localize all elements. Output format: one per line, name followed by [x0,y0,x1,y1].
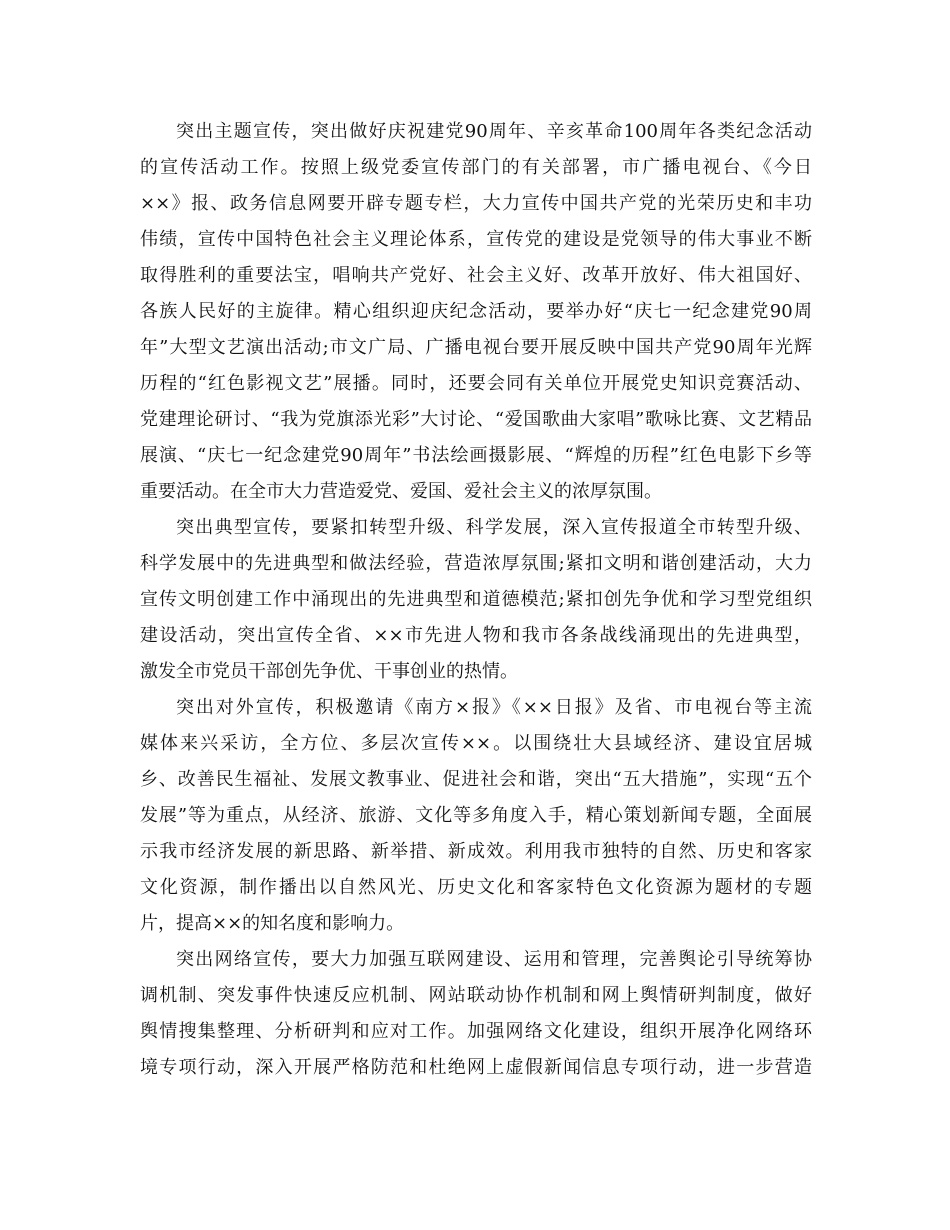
paragraph-line: 的宣传活动工作。按照上级党委宣传部门的有关部署，市广播电视台、《今日 [140,157,812,178]
paragraph-line: 历程的“红色影视文艺”展播。同时，还要会同有关单位开展党史知识竞赛活动、 [140,373,812,394]
paragraph-line: 建设活动，突出宣传全省、××市先进人物和我市各条战线涌现出的先进典型， [140,625,812,646]
paragraph-line: 境专项行动，深入开展严格防范和杜绝网上虚假新闻信息专项行动，进一步营造 [140,1057,812,1078]
paragraph-line: ××》报、政务信息网要开辟专题专栏，大力宣传中国共产党的光荣历史和丰功 [140,193,812,214]
paragraph-line: 示我市经济发展的新思路、新举措、新成效。利用我市独特的自然、历史和客家 [140,841,812,862]
paragraph-line: 党建理论研讨、“我为党旗添光彩”大讨论、“爱国歌曲大家唱”歌咏比赛、文艺精品 [140,409,812,430]
paragraph-line: 突出主题宣传，突出做好庆祝建党90周年、辛亥革命100周年各类纪念活动 [176,121,812,142]
paragraph-network-publicity [140,942,812,1086]
paragraph-line: 乡、改善民生福祉、发展文教事业、促进社会和谐，突出“五大措施”，实现“五个 [140,769,812,790]
paragraph-typical-publicity [140,510,812,690]
paragraph-line: 调机制、突发事件快速反应机制、网站联动协作机制和网上舆情研判制度，做好 [140,985,812,1006]
paragraph-line: 突出对外宣传，积极邀请《南方×报》《××日报》及省、市电视台等主流 [176,697,812,718]
paragraph-line: 各族人民好的主旋律。精心组织迎庆纪念活动，要举办好“庆七一纪念建党90周 [140,301,812,322]
paragraph-line: 取得胜利的重要法宝，唱响共产党好、社会主义好、改革开放好、伟大祖国好、 [140,265,812,286]
paragraph-line: 重要活动。在全市大力营造爱党、爱国、爱社会主义的浓厚氛围。 [140,481,662,502]
paragraph-line: 文化资源，制作播出以自然风光、历史文化和客家特色文化资源为题材的专题 [140,877,812,898]
paragraph-line: 年”大型文艺演出活动;市文广局、广播电视台要开展反映中国共产党90周年光辉 [140,337,812,358]
paragraph-line: 突出网络宣传，要大力加强互联网建设、运用和管理，完善舆论引导统筹协 [176,949,812,970]
paragraph-line: 科学发展中的先进典型和做法经验，营造浓厚氛围;紧扣文明和谐创建活动，大力 [140,553,812,574]
paragraph-line: 伟绩，宣传中国特色社会主义理论体系，宣传党的建设是党领导的伟大事业不断 [140,229,812,250]
paragraph-external-publicity [140,690,812,942]
paragraph-theme-publicity [140,114,812,510]
paragraph-line: 展演、“庆七一纪念建党90周年”书法绘画摄影展、“辉煌的历程”红色电影下乡等 [140,445,812,466]
paragraph-line: 片，提高××的知名度和影响力。 [140,913,405,934]
paragraph-line: 宣传文明创建工作中涌现出的先进典型和道德模范;紧扣创先争优和学习型党组织 [140,589,812,610]
paragraph-line: 舆情搜集整理、分析研判和应对工作。加强网络文化建设，组织开展净化网络环 [140,1021,812,1042]
paragraph-line: 激发全市党员干部创先争优、干事创业的热情。 [140,661,518,682]
paragraph-line: 突出典型宣传，要紧扣转型升级、科学发展，深入宣传报道全市转型升级、 [176,517,812,538]
paragraph-line: 发展”等为重点，从经济、旅游、文化等多角度入手，精心策划新闻专题，全面展 [140,805,812,826]
document-body [140,114,812,1086]
paragraph-line: 媒体来兴采访，全方位、多层次宣传××。以围绕壮大县域经济、建设宜居城 [140,733,812,754]
